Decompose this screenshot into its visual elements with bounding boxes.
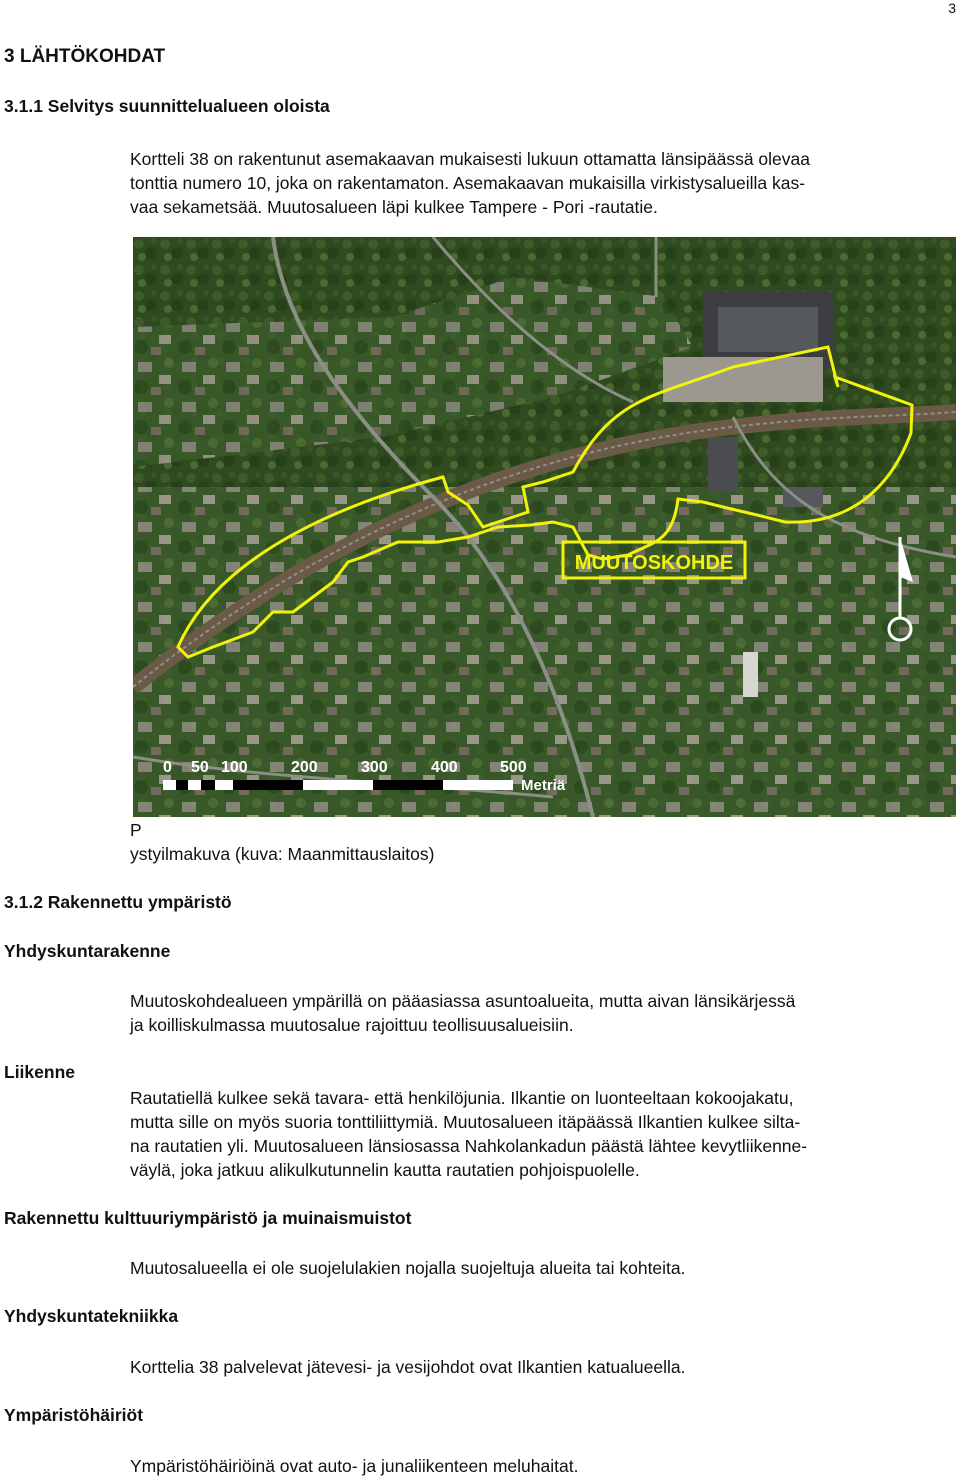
paragraph-ymparistohairiot [130,1454,956,1478]
paragraph-line: Korttelia 38 palvelevat jätevesi- ja vesijohdot ovat Ilkantien katualueella. [130,1357,686,1377]
paragraph-line: tonttia numero 10, joka on rakentamaton. Asemakaavan mukaisilla virkistysalueilla kas- [130,173,806,193]
scale-tick-0: 0 [163,759,172,776]
subheading-yhdyskuntarakenne: Yhdyskuntarakenne [4,941,171,961]
paragraph-line: Kortteli 38 on rakentunut asemakaavan mukaisesti lukuun ottamatta länsipäässä olevaa [130,149,810,169]
scale-tick-300: 300 [361,759,388,776]
scale-tick-500: 500 [500,759,527,776]
map-label: MUUTOSKOHDE [574,552,734,574]
scale-tick-200: 200 [291,759,318,776]
chapter-heading: 3 LÄHTÖKOHDAT [4,46,166,67]
paragraph-line: Muutoskohdealueen ympärillä on pääasiassa asuntoalueita, mutta aivan länsikärjessä [130,991,796,1011]
paragraph-liikenne [130,1086,956,1182]
scale-tick-400: 400 [431,759,458,776]
paragraph-yhdyskuntatekniikka [130,1355,956,1379]
paragraph-line: Ympäristöhäiriöinä ovat auto- ja junaliikenteen meluhaitat. [130,1456,579,1476]
scale-tick-50: 50 [191,759,209,776]
paragraph-line: vaa sekametsää. Muutosalueen läpi kulkee Tampere - Pori -rautatie. [130,197,658,217]
subheading-yhdyskuntatekniikka: Yhdyskuntatekniikka [4,1306,179,1326]
page-number: 3 [948,0,956,16]
industrial-roof [718,307,818,352]
paragraph-line: Muutosalueella ei ole suojelulakien nojalla suojeltuja alueita tai kohteita. [130,1258,686,1278]
subheading-kulttuuriymparisto: Rakennettu kulttuuriympäristö ja muinaismuistot [4,1208,412,1228]
paragraph-line: ja koilliskulmassa muutosalue rajoittuu teollisuusalueisiin. [130,1015,574,1035]
residential-area [133,487,956,817]
subheading-ymparistohairiot: Ympäristöhäiriöt [4,1405,144,1425]
building [708,437,738,492]
paragraph-line: väylä, joka jatkuu alikulkutunnelin kautta rautatien pohjoispuolelle. [130,1160,640,1180]
section-heading-312: 3.1.2 Rakennettu ympäristö [4,892,232,912]
paragraph-line: na rautatien yli. Muutosalueen länsiosassa Nahkolankadun päästä lähtee kevytliikenne- [130,1136,808,1156]
caption-line: ystyilmakuva (kuva: Maanmittauslaitos) [130,844,435,864]
aerial-photo [133,237,956,817]
paragraph-kulttuuriymparisto [130,1256,956,1280]
scale-tick-100: 100 [221,759,248,776]
paragraph-311 [130,147,956,219]
paragraph-line: mutta sille on myös suoria tonttiliittymiä. Muutosalueen itäpäässä Ilkantien kulkee silta- [130,1112,801,1132]
figure-caption [130,818,434,866]
scale-unit: Metriä [521,777,566,794]
building [743,652,758,697]
caption-line: P [130,820,142,840]
paragraph-yhdyskuntarakenne [130,989,956,1037]
subheading-liikenne: Liikenne [4,1062,75,1082]
paragraph-line: Rautatiellä kulkee sekä tavara- että henkilöjunia. Ilkantie on luonteeltaan kokoojakatu, [130,1088,794,1108]
section-heading-311: 3.1.1 Selvitys suunnittelualueen oloista [4,96,330,116]
